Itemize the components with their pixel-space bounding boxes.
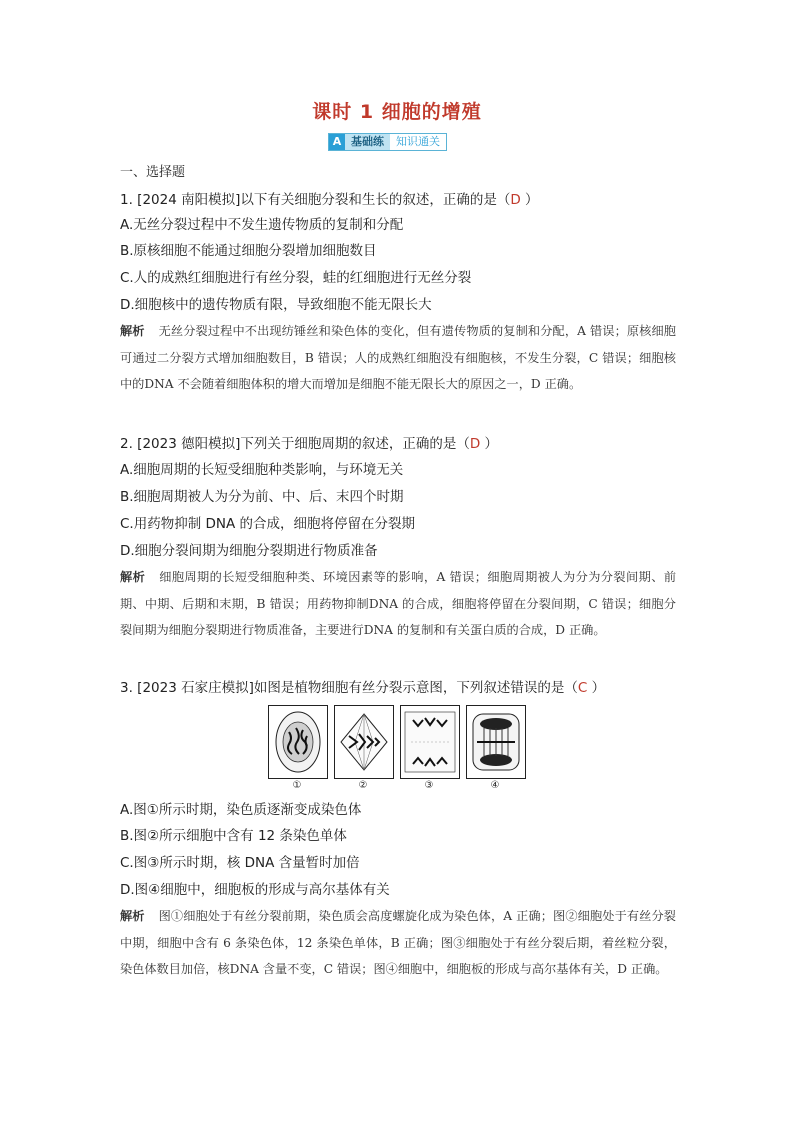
q2-explanation-text: 细胞周期的长短受细胞种类、环境因素等的影响，A 错误；细胞周期被人为分为分裂间期、前期、中期、后期和末期，B 错误；用药物抑制DNA 的合成，细胞将停留在分裂间期，C 错误；细胞分裂间期为细胞分裂期进行物质准备，主要进行DNA 的复制和有关蛋白质的合成，D 正确。	[120, 570, 677, 637]
q3-option-c: C.图③所示时期，核 DNA 含量暂时加倍	[120, 855, 360, 871]
badge-tag: 知识通关	[390, 134, 446, 150]
q1-option-c: C.人的成熟红细胞进行有丝分裂，蛙的红细胞进行无丝分裂	[120, 270, 472, 286]
figure-3-anaphase	[400, 705, 460, 779]
q1-answer: D	[510, 192, 521, 208]
q2-stem-text: 2. [2023 德阳模拟]下列关于细胞周期的叙述，正确的是（	[120, 436, 470, 452]
q3-answer: C	[577, 680, 588, 696]
q3-stem-end: ）	[587, 680, 606, 696]
q2-option-b: B.细胞周期被人为分为前、中、后、末四个时期	[120, 489, 404, 505]
telophase-cell-illustration	[467, 706, 525, 778]
q2-explanation	[120, 564, 676, 644]
q3-stem-text: 3. [2023 石家庄模拟]如图是植物细胞有丝分裂示意图，下列叙述错误的是（	[120, 680, 578, 696]
q2-option-a: A.细胞周期的长短受细胞种类影响，与环境无关	[120, 462, 404, 478]
anaphase-cell-illustration	[401, 706, 459, 778]
q3-option-b: B.图②所示细胞中含有 12 条染色单体	[120, 828, 347, 844]
figure-1-label: ①	[292, 780, 302, 791]
section-heading: 一、选择题	[120, 165, 186, 180]
level-badge	[328, 133, 447, 151]
badge-letter: A	[329, 134, 345, 150]
q1-stem-end: ）	[520, 192, 539, 208]
question-1-stem	[120, 188, 539, 208]
q2-answer: D	[469, 436, 481, 452]
q3-option-a: A.图①所示时期，染色质逐渐变成染色体	[120, 802, 362, 818]
q1-option-d: D.细胞核中的遗传物质有限，导致细胞不能无限长大	[120, 297, 432, 313]
prophase-cell-illustration	[269, 706, 327, 778]
figure-3-label: ③	[424, 780, 434, 791]
mitosis-figure	[268, 705, 528, 791]
q3-option-d: D.图④细胞中，细胞板的形成与高尔基体有关	[120, 882, 390, 898]
q2-explanation-label: 解析	[120, 570, 146, 584]
figure-2-label: ②	[358, 780, 368, 791]
question-3-stem	[120, 676, 605, 696]
q2-option-d: D.细胞分裂间期为细胞分裂期进行物质准备	[120, 543, 378, 559]
q1-stem-text: 1. [2024 南阳模拟]以下有关细胞分裂和生长的叙述，正确的是（	[120, 192, 511, 208]
figure-4-label: ④	[490, 780, 500, 791]
q1-option-a: A.无丝分裂过程中不发生遗传物质的复制和分配	[120, 217, 404, 233]
q3-explanation-label: 解析	[120, 909, 145, 923]
figure-1-prophase	[268, 705, 328, 779]
q1-explanation-text: 无丝分裂过程中不出现纺锤丝和染色体的变化，但有遗传物质的复制和分配，A 错误；原核细胞可通过二分裂方式增加细胞数目，B 错误；人的成熟红细胞没有细胞核，不发生分裂，C 错误；细胞核中的DNA 不会随着细胞体积的增大而增加是细胞不能无限长大的原因之一，D 正确。	[120, 324, 676, 391]
q3-explanation	[120, 903, 676, 983]
badge-level: 基础练	[345, 134, 390, 150]
q3-explanation-text: 图①细胞处于有丝分裂前期，染色质会高度螺旋化成为染色体，A 正确；图②细胞处于有丝分裂中期，细胞中含有 6 条染色体，12 条染色单体，B 正确；图③细胞处于有丝分裂后期，着丝粒分裂，染色体数目加倍，核DNA 含量不变，C 错误；图④细胞中，细胞板的形成与高尔基体有关，D 正确。	[120, 909, 676, 976]
q1-explanation-label: 解析	[120, 324, 145, 338]
figure-4-telophase	[466, 705, 526, 779]
q2-stem-end: ）	[480, 436, 499, 452]
page-title: 课时 1 细胞的增殖	[312, 101, 482, 123]
metaphase-cell-illustration	[335, 706, 393, 778]
q2-option-c: C.用药物抑制 DNA 的合成，细胞将停留在分裂期	[120, 516, 416, 532]
figure-2-metaphase	[334, 705, 394, 779]
q1-explanation	[120, 318, 676, 398]
q1-option-b: B.原核细胞不能通过细胞分裂增加细胞数目	[120, 243, 377, 259]
question-2-stem	[120, 432, 498, 452]
